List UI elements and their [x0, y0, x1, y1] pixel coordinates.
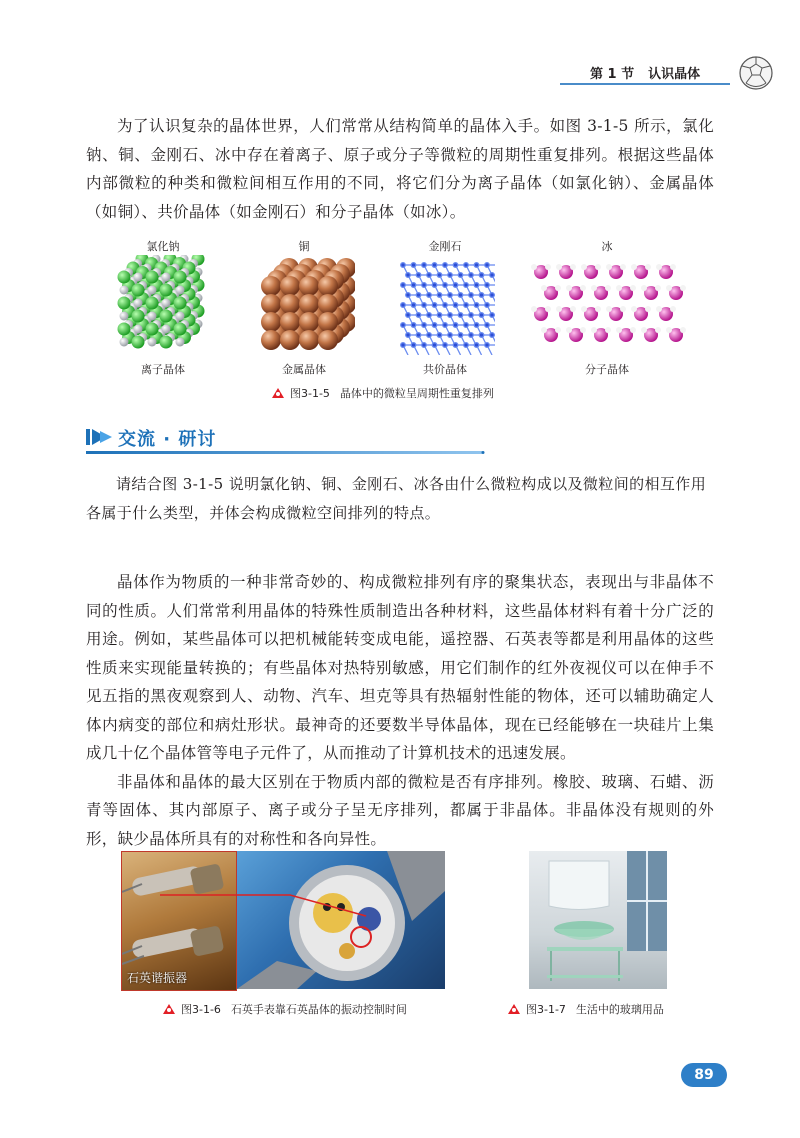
caption-number: 图3-1-7 [526, 1003, 566, 1016]
body-paragraph-2: 非晶体和晶体的最大区别在于物质内部的微粒是否有序排列。橡胶、玻璃、石蜡、沥青等固体、其内部原子、离子或分子呈无序排列，都属于非晶体。非晶体没有规则的外形，缺少晶体所具有的对称性和各向异性。 [86, 772, 714, 848]
copper-atom [318, 330, 338, 350]
hydrogen-atom [670, 306, 676, 312]
carbon-atom [485, 283, 490, 288]
carbon-atom [490, 313, 495, 318]
hydrogen-atom [616, 285, 622, 291]
hydrogen-atom [670, 264, 676, 270]
hydrogen-atom [631, 306, 637, 312]
copper-atom [261, 330, 281, 350]
carbon-atom [464, 323, 469, 328]
carbon-atom [422, 343, 427, 348]
copper-atom [261, 294, 281, 314]
intro-text: 为了认识复杂的晶体世界，人们常常从结构简单的晶体入手。如图 3-1-5 所示，氯化钠、铜、金刚石、冰中存在着离子、原子或分子等微粒的周期性重复排列。根据这些晶体内部微粒的种类和微粒间相互作用的不同，将它们分为离子晶体（如氯化钠）、金属晶体（如铜）、共价晶体（如金刚石）和分子晶体（如冰）。 [86, 117, 714, 221]
carbon-atom [427, 293, 432, 298]
chloride-ion [174, 297, 187, 310]
sodium-ion [148, 286, 157, 295]
copper-crystal-image [255, 258, 355, 354]
carbon-atom [458, 273, 463, 278]
caption-text: 晶体中的微粒呈周期性重复排列 [339, 387, 494, 400]
chloride-ion [118, 271, 131, 284]
hydrogen-atom [555, 285, 561, 291]
hydrogen-atom [556, 264, 562, 270]
copper-atom [318, 312, 338, 332]
carbon-atom [422, 263, 427, 268]
hydrogen-atom [656, 264, 662, 270]
play-arrow-icon [86, 426, 116, 448]
copper-atom [318, 294, 338, 314]
hydrogen-atom [605, 285, 611, 291]
carbon-atom [416, 293, 421, 298]
watch-illustration [237, 851, 445, 989]
carbon-atom [411, 323, 416, 328]
hydrogen-atom [566, 327, 572, 333]
chloride-ion [146, 323, 159, 336]
carbon-atom [416, 313, 421, 318]
sodium-ion [134, 273, 143, 282]
sodium-ion [120, 338, 129, 347]
carbon-atom [464, 283, 469, 288]
diamond-crystal-image [395, 255, 495, 355]
ice-crystal-image [527, 258, 687, 350]
carbon-atom [406, 333, 411, 338]
carbon-atom [479, 333, 484, 338]
quartz-resonator-photo [121, 851, 237, 991]
chloride-ion [174, 323, 187, 336]
page-number: 89 [681, 1063, 727, 1087]
running-header [590, 63, 714, 82]
carbon-atom [464, 303, 469, 308]
carbon-atom [437, 313, 442, 318]
hydrogen-atom [545, 306, 551, 312]
hydrogen-atom [606, 264, 612, 270]
hydrogen-atom [645, 264, 651, 270]
carbon-atom [411, 263, 416, 268]
carbon-atom [474, 343, 479, 348]
carbon-atom [411, 283, 416, 288]
carbon-atom [406, 293, 411, 298]
carbon-atom [437, 333, 442, 338]
sodium-ion [162, 273, 171, 282]
hydrogen-atom [531, 306, 537, 312]
chloride-ion [160, 336, 173, 349]
carbon-atom [469, 273, 474, 278]
carbon-atom [422, 323, 427, 328]
carbon-atom [490, 333, 495, 338]
copper-atom [299, 312, 319, 332]
sodium-ion [176, 338, 185, 347]
resonator-label: 石英谐振器 [127, 971, 188, 985]
copper-atom [280, 330, 300, 350]
carbon-atom [443, 263, 448, 268]
carbon-atom [485, 343, 490, 348]
hydrogen-atom [566, 285, 572, 291]
carbon-atom [479, 273, 484, 278]
carbon-atom [406, 313, 411, 318]
fullerene-icon [738, 55, 774, 91]
chloride-ion [174, 271, 187, 284]
carbon-atom [474, 303, 479, 308]
sodium-ion [176, 312, 185, 321]
carbon-atom [443, 343, 448, 348]
copper-atom [280, 276, 300, 296]
hydrogen-atom [531, 264, 537, 270]
hydrogen-atom [606, 306, 612, 312]
carbon-atom [432, 283, 437, 288]
triangle-icon [163, 1004, 175, 1014]
sodium-ion [148, 312, 157, 321]
discussion-prompt [86, 470, 714, 528]
carbon-atom [401, 303, 406, 308]
triangle-icon [272, 388, 284, 398]
hydrogen-atom [555, 327, 561, 333]
sodium-ion [134, 299, 143, 308]
carbon-atom [416, 273, 421, 278]
chloride-ion [160, 284, 173, 297]
triangle-icon [508, 1004, 520, 1014]
carbon-atom [443, 323, 448, 328]
hydrogen-atom [595, 306, 601, 312]
hydrogen-atom [655, 327, 661, 333]
carbon-atom [427, 333, 432, 338]
carbon-atom [490, 273, 495, 278]
figure-3-1-6-caption [163, 1001, 407, 1017]
sodium-ion [176, 286, 185, 295]
carbon-atom [464, 263, 469, 268]
carbon-atom [432, 323, 437, 328]
header-rule [560, 83, 730, 85]
section-title: 交流 · 研讨 [118, 429, 217, 450]
copper-atom [280, 312, 300, 332]
carbon-atom [401, 343, 406, 348]
glassware-illustration [529, 851, 667, 989]
carbon-atom [458, 313, 463, 318]
copper-atom [299, 276, 319, 296]
label-covalent-crystal: 共价晶体 [423, 363, 467, 376]
caption-number: 图3-1-5 [290, 387, 330, 400]
figure-3-1-5-caption [272, 385, 494, 401]
section-underline [86, 451, 486, 454]
carbon-atom [422, 283, 427, 288]
chloride-ion [118, 323, 131, 336]
carbon-atom [469, 333, 474, 338]
hydrogen-atom [620, 264, 626, 270]
discussion-text: 请结合图 3-1-5 说明氯化钠、铜、金刚石、冰各由什么微粒构成以及微粒间的相互作用各属于什么类型，并体会构成微粒空间排列的特点。 [86, 475, 707, 522]
hydrogen-atom [581, 264, 587, 270]
hydrogen-atom [605, 327, 611, 333]
hydrogen-atom [631, 264, 637, 270]
hydrogen-atom [616, 327, 622, 333]
hydrogen-atom [620, 306, 626, 312]
hydrogen-atom [570, 264, 576, 270]
label-metallic-crystal: 金属晶体 [282, 363, 326, 376]
intro-paragraph [86, 112, 714, 226]
carbon-atom [401, 283, 406, 288]
carbon-atom [427, 313, 432, 318]
carbon-atom [490, 293, 495, 298]
body-paragraphs [86, 568, 714, 853]
chloride-ion [146, 271, 159, 284]
label-ionic-crystal: 离子晶体 [141, 363, 185, 376]
carbon-atom [453, 263, 458, 268]
callout-line [160, 890, 370, 920]
hydrogen-atom [641, 327, 647, 333]
hydrogen-atom [666, 285, 672, 291]
hydrogen-atom [630, 327, 636, 333]
sodium-ion [120, 312, 129, 321]
label-diamond: 金刚石 [428, 240, 462, 253]
carbon-atom [479, 313, 484, 318]
hydrogen-atom [680, 327, 686, 333]
carbon-atom [458, 293, 463, 298]
carbon-atom [448, 293, 453, 298]
copper-atom [280, 294, 300, 314]
label-copper: 铜 [298, 240, 310, 253]
hydrogen-atom [591, 285, 597, 291]
chloride-ion [146, 297, 159, 310]
sodium-ion [162, 325, 171, 334]
caption-text: 石英手表靠石英晶体的振动控制时间 [230, 1003, 407, 1016]
carbon-atom [422, 303, 427, 308]
hydrogen-atom [595, 264, 601, 270]
hydrogen-atom [541, 327, 547, 333]
label-molecular-crystal: 分子晶体 [585, 363, 629, 376]
carbon-atom [432, 263, 437, 268]
sodium-ion [148, 338, 157, 347]
carbon-atom [411, 303, 416, 308]
carbon-atom [474, 263, 479, 268]
hydrogen-atom [591, 327, 597, 333]
caption-text: 生活中的玻璃用品 [575, 1003, 664, 1016]
hydrogen-atom [580, 285, 586, 291]
label-nacl: 氯化钠 [146, 240, 180, 253]
copper-atom [318, 276, 338, 296]
carbon-atom [443, 303, 448, 308]
hydrogen-atom [680, 285, 686, 291]
carbon-atom [432, 303, 437, 308]
carbon-atom [437, 273, 442, 278]
copper-atom [299, 294, 319, 314]
carbon-atom [416, 333, 421, 338]
quartz-watch-photo [237, 851, 445, 989]
carbon-atom [448, 333, 453, 338]
carbon-atom [479, 293, 484, 298]
carbon-atom [406, 273, 411, 278]
hydrogen-atom [655, 285, 661, 291]
carbon-atom [427, 273, 432, 278]
carbon-atom [458, 333, 463, 338]
chloride-ion [160, 310, 173, 323]
carbon-atom [474, 323, 479, 328]
nacl-crystal-image [112, 255, 212, 355]
carbon-atom [437, 293, 442, 298]
copper-atom [299, 330, 319, 350]
carbon-atom [448, 313, 453, 318]
carbon-atom [453, 323, 458, 328]
figure-3-1-7-caption [508, 1001, 664, 1017]
sodium-ion [162, 299, 171, 308]
caption-number: 图3-1-6 [181, 1003, 221, 1016]
carbon-atom [448, 273, 453, 278]
chloride-ion [132, 284, 145, 297]
carbon-atom [453, 343, 458, 348]
hydrogen-atom [666, 327, 672, 333]
chloride-ion [132, 336, 145, 349]
hydrogen-atom [570, 306, 576, 312]
carbon-atom [453, 303, 458, 308]
hydrogen-atom [556, 306, 562, 312]
sodium-ion [120, 286, 129, 295]
hydrogen-atom [645, 306, 651, 312]
carbon-atom [401, 323, 406, 328]
body-paragraph-1: 晶体作为物质的一种非常奇妙的、构成微粒排列有序的聚集状态，表现出与非晶体不同的性质。人们常常利用晶体的特殊性质制造出各种材料，这些晶体材料有着十分广泛的用途。例如，某些晶体可以把机械能转变成电能，遥控器、石英表等都是利用晶体的这些性质来实现能量转换的；有些晶体对热特别敏感，用它们制作的红外夜视仪可以在伸手不见五指的黑夜观察到人、动物、汽车、坦克等具有热辐射性能的物体，还可以辅助确定人体内病变的部位和病灶形状。最神奇的还要数半导体晶体，现在已经能够在一块硅片上集成几十亿个晶体管等电子元件了，从而推动了计算机技术的迅速发展。 [86, 573, 714, 762]
hydrogen-atom [630, 285, 636, 291]
glassware-photo [529, 851, 667, 989]
carbon-atom [401, 263, 406, 268]
header-title: 认识晶体 [648, 67, 701, 82]
header-section: 第 1 节 [590, 67, 635, 82]
carbon-atom [411, 343, 416, 348]
chloride-ion [118, 297, 131, 310]
hydrogen-atom [581, 306, 587, 312]
label-ice: 冰 [601, 240, 613, 253]
hydrogen-atom [580, 327, 586, 333]
carbon-atom [464, 343, 469, 348]
carbon-atom [453, 283, 458, 288]
hydrogen-atom [545, 264, 551, 270]
carbon-atom [485, 303, 490, 308]
sodium-ion [134, 325, 143, 334]
chloride-ion [132, 310, 145, 323]
hydrogen-atom [641, 285, 647, 291]
carbon-atom [432, 343, 437, 348]
carbon-atom [469, 313, 474, 318]
carbon-atom [474, 283, 479, 288]
hydrogen-atom [541, 285, 547, 291]
carbon-atom [443, 283, 448, 288]
copper-atom [261, 276, 281, 296]
hydrogen-atom [656, 306, 662, 312]
copper-atom [261, 312, 281, 332]
carbon-atom [469, 293, 474, 298]
carbon-atom [485, 323, 490, 328]
carbon-atom [485, 263, 490, 268]
